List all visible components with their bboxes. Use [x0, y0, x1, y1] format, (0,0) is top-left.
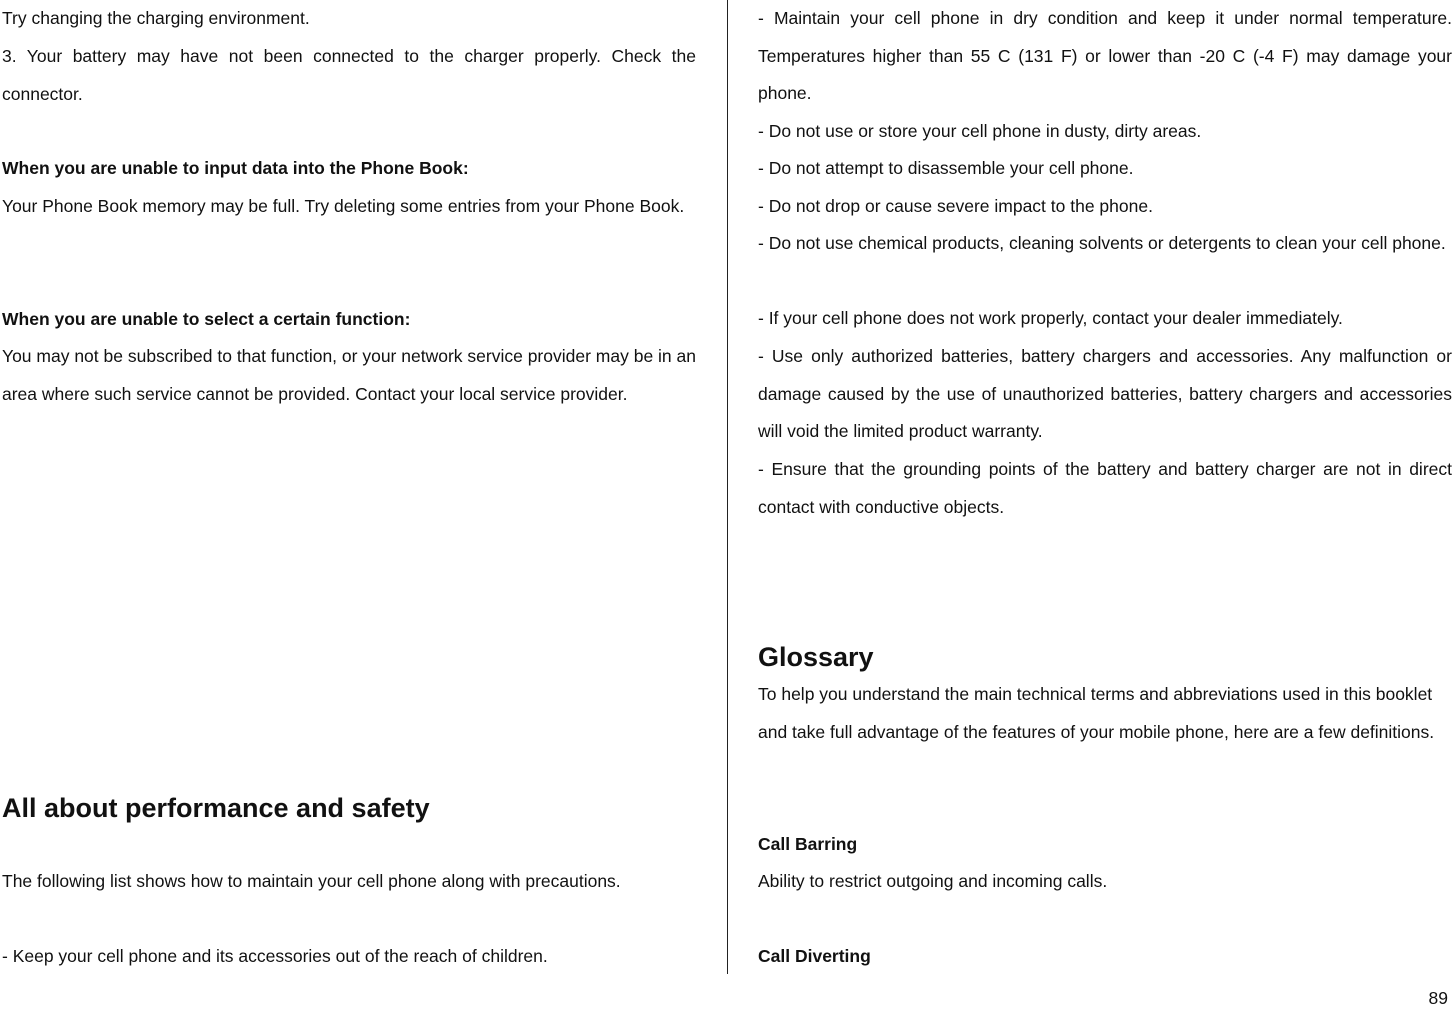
glossary-term-call-diverting: Call Diverting — [758, 946, 871, 966]
list-item-keep-from-children: - Keep your cell phone and its accessories out of the reach of children. — [2, 946, 548, 966]
heading-phone-book: When you are unable to input data into the Phone Book: — [2, 158, 469, 178]
list-item-drop-impact: - Do not drop or cause severe impact to the phone. — [758, 196, 1153, 216]
section-title-glossary: Glossary — [758, 642, 874, 672]
section-title-performance-safety: All about performance and safety — [2, 793, 430, 823]
list-item-authorized-batteries: - Use only authorized batteries, battery chargers and accessories. Any malfunction or damage caused by the use of unauthorized batteries, battery chargers and accessories will void the limited product warranty. — [758, 346, 1452, 441]
list-item-dusty-areas: - Do not use or store your cell phone in dusty, dirty areas. — [758, 121, 1202, 141]
glossary-definition-call-barring: Ability to restrict outgoing and incoming calls. — [758, 871, 1108, 891]
list-item-dry-condition: - Maintain your cell phone in dry condition and keep it under normal temperature. Temperatures higher than 55 C (131 F) or lower than -20 C (-4 F) may damage your phone. — [758, 8, 1452, 103]
list-item-grounding-points: - Ensure that the grounding points of the battery and battery charger are not in direct contact with conductive objects. — [758, 459, 1452, 517]
paragraph-maintenance-intro: The following list shows how to maintain your cell phone along with precautions. — [2, 871, 621, 891]
paragraph-phone-book: Your Phone Book memory may be full. Try deleting some entries from your Phone Book. — [2, 196, 685, 216]
column-divider — [727, 0, 728, 974]
glossary-term-call-barring: Call Barring — [758, 834, 858, 854]
list-item-disassemble: - Do not attempt to disassemble your cell phone. — [758, 158, 1134, 178]
page-number: 89 — [1428, 988, 1448, 1008]
list-item-contact-dealer: - If your cell phone does not work properly, contact your dealer immediately. — [758, 308, 1343, 328]
paragraph-charging-environment: Try changing the charging environment. — [2, 8, 310, 28]
paragraph-glossary-intro: To help you understand the main technical terms and abbreviations used in this booklet and take full advantage of the features of your mobile phone, here are a few definitions. — [758, 684, 1435, 742]
list-item-chemical-products: - Do not use chemical products, cleaning solvents or detergents to clean your cell phone. — [758, 233, 1446, 253]
heading-select-function: When you are unable to select a certain function: — [2, 309, 411, 329]
paragraph-select-function: You may not be subscribed to that function, or your network service provider may be in an area where such service cannot be provided. Contact your local service provider. — [2, 346, 696, 404]
paragraph-check-connector: 3. Your battery may have not been connected to the charger properly. Check the connector. — [2, 46, 696, 104]
